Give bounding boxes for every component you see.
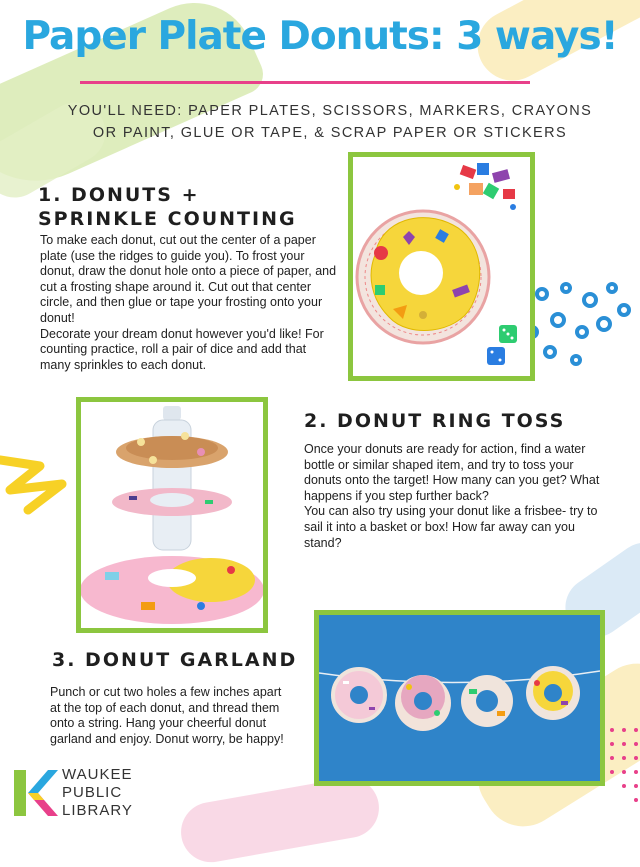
- section-heading-ring-toss: 2. DONUT RING TOSS: [304, 410, 566, 432]
- materials-list: YOU'LL NEED: PAPER PLATES, SCISSORS, MARKERS, CRAYONS OR PAINT, GLUE OR TAPE, & SCRAP PAPER OR STICKERS: [67, 103, 593, 141]
- dice: [487, 325, 517, 365]
- ring-toss-photo: [76, 397, 268, 633]
- pink-dots-decoration: [606, 720, 640, 820]
- garland-donut: [333, 669, 385, 721]
- donut-ring-bottom: [81, 556, 263, 624]
- library-name: WAUKEE PUBLIC LIBRARY: [62, 766, 133, 819]
- section-text-garland: Punch or cut two holes a few inches apart at the top of each donut, and thread them onto a string. Hang your cheerful donut garland and enjoy. Donut worry, be happy!: [50, 685, 284, 746]
- page-title: Paper Plate Donuts: 3 ways!: [22, 14, 618, 59]
- section-heading-sprinkle-counting: 1. DONUTS + SPRINKLE COUNTING: [38, 184, 297, 230]
- waukee-library-logo-icon: [14, 766, 58, 820]
- section-text-ring-toss: Once your donuts are ready for action, find a water bottle or similar shaped item, and try to toss your donuts onto the target! How many can you get? What happens if you step further back? You can also try using your donut like a frisbee- try to sail it into a basket or box! How far away can you stand?: [304, 442, 600, 550]
- foam-sprinkles-pile: [454, 163, 516, 210]
- title-underline: [80, 81, 530, 84]
- yellow-squiggle-decoration: [0, 450, 80, 520]
- section-heading-garland: 3. DONUT GARLAND: [52, 649, 298, 671]
- garland-donut: [461, 675, 513, 727]
- donut-ring-top: [116, 432, 228, 468]
- donut-photo: [348, 152, 535, 381]
- background-stroke-pink: [176, 773, 383, 867]
- donut-ring-middle: [112, 488, 232, 516]
- donut-garland-photo: [314, 610, 605, 786]
- paper-plate-donut: [357, 211, 489, 343]
- garland-donut: [395, 675, 451, 731]
- section-text-sprinkle-counting: To make each donut, cut out the center of a paper plate (use the ridges to guide you). To frost your donut, draw the donut hole onto a piece of paper, and cut a frosting shape around it. Cut out that center circle, and then glue or tape your frosting onto your donut! Decorate your dream donut however you'd like! For counting practice, roll a pair of dice and add that many sprinkles to each donut.: [40, 233, 337, 372]
- garland-donut: [526, 666, 580, 720]
- water-bottle: [153, 406, 191, 550]
